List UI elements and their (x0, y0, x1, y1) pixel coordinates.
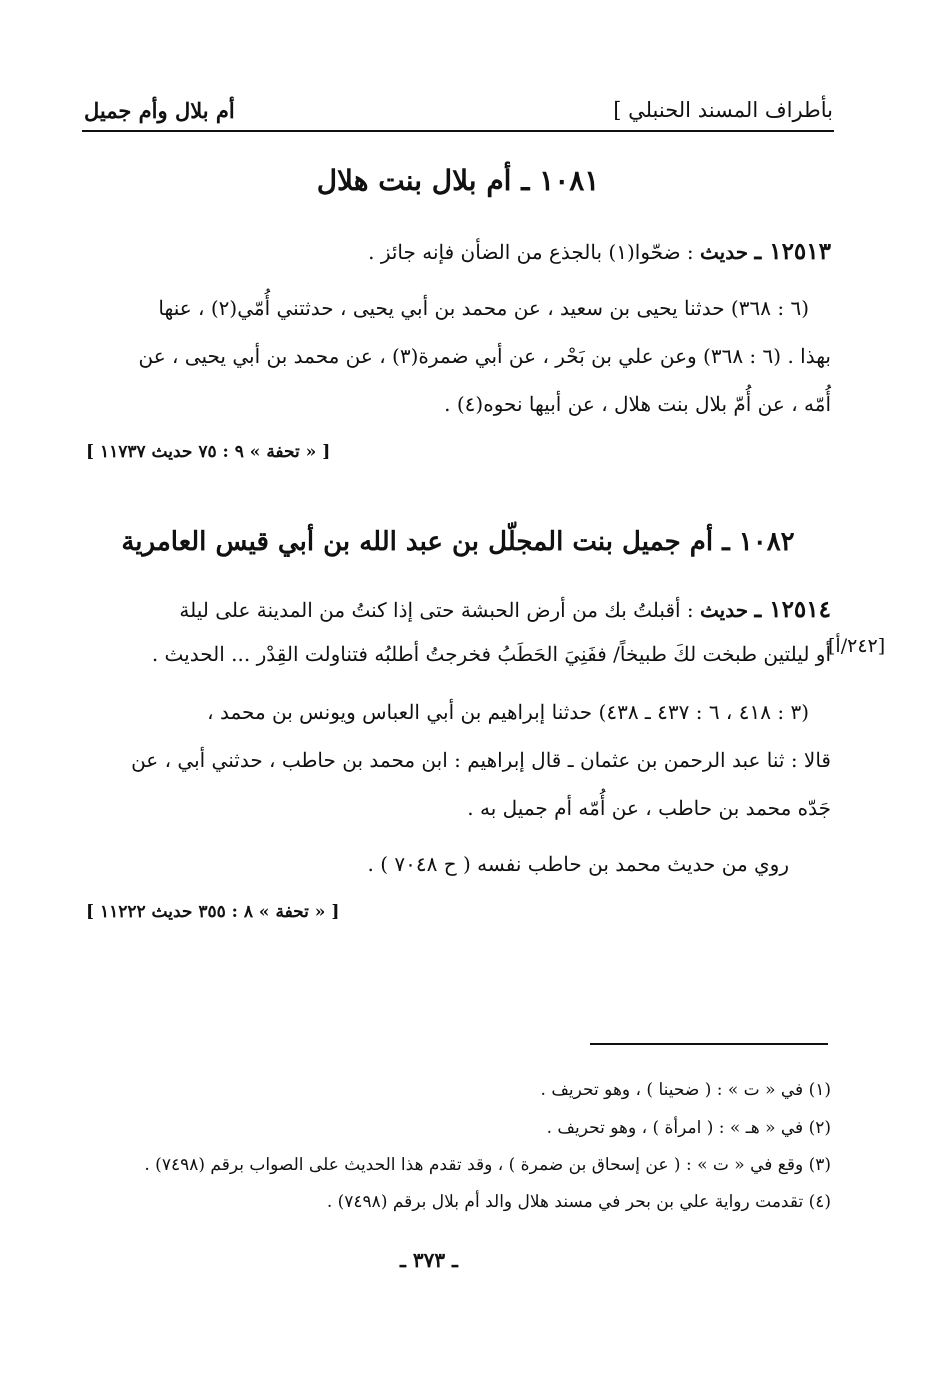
footnote: (٣) وقع في « ت » : ( عن إسحاق بن ضمرة ) ، وقد تقدم هذا الحديث على الصواب برقم (٧٤٩٨) . (144, 1155, 831, 1175)
hadith-line (82, 596, 831, 623)
hadith-label: حديث (700, 598, 749, 622)
footnote: (٢) في « هـ » : ( امرأة ) ، وهو تحريف . (546, 1118, 831, 1138)
footnote-divider (590, 1043, 828, 1045)
manuscript-folio-note: [٢٤٢/أ] (828, 635, 886, 657)
isnad-line: (٣ : ٤١٨ ، ٦ : ٤٣٧ ـ ٤٣٨) حدثنا إبراهيم بن أبي العباس ويونس بن محمد ، (207, 700, 809, 724)
page-number: ـ ٣٧٣ ـ (400, 1248, 458, 1272)
header-section-title: أم بلال وأم جميل (84, 98, 235, 123)
hadith-text: : أقبلتُ بك من أرض الحبشة حتى إذا كنتُ من المدينة على ليلة (179, 598, 694, 622)
hadith-number: ١٢٥١٤ ـ (754, 596, 831, 623)
hadith-label: حديث (700, 240, 749, 264)
header-book-title: بأطراف المسند الحنبلي ] (613, 98, 833, 122)
tuhfa-reference: [ « تحفة » ٨ : ٣٥٥ حديث ١١٢٢٢ ] (86, 902, 340, 922)
hadith-text: : ضحّوا(١) بالجذع من الضأن فإنه جائز . (368, 240, 694, 264)
section-heading-1082: ١٠٨٢ ـ أم جميل بنت المجلّل بن عبد الله بن أبي قيس العامرية (121, 527, 795, 557)
hadith-line (82, 238, 831, 265)
cross-reference-note: روي من حديث محمد بن حاطب نفسه ( ح ٧٠٤٨ ) . (367, 852, 789, 876)
isnad-line: قالا : ثنا عبد الرحمن بن عثمان ـ قال إبراهيم : ابن محمد بن حاطب ، حدثني أبي ، عن (131, 748, 831, 772)
header-divider (82, 130, 834, 132)
isnad-line: أُمّه ، عن أُمّ بلال بنت هلال ، عن أبيها نحوه(٤) . (444, 392, 831, 416)
section-heading-1081: ١٠٨١ ـ أم بلال بنت هلال (316, 164, 600, 197)
isnad-line: (٦ : ٣٦٨) حدثنا يحيى بن سعيد ، عن محمد بن أبي يحيى ، حدثتني أُمّي(٢) ، عنها (158, 296, 809, 320)
footnote: (١) في « ت » : ( ضحينا ) ، وهو تحريف . (540, 1080, 831, 1100)
isnad-line: بهذا . (٦ : ٣٦٨) وعن علي بن بَحْر ، عن أبي ضمرة(٣) ، عن محمد بن أبي يحيى ، عن (138, 344, 831, 368)
tuhfa-reference: [ « تحفة » ٩ : ٧٥ حديث ١١٧٣٧ ] (86, 442, 331, 462)
isnad-line: جَدّه محمد بن حاطب ، عن أُمّه أم جميل به . (467, 796, 831, 820)
footnote: (٤) تقدمت رواية علي بن بحر في مسند هلال والد أم بلال برقم (٧٤٩٨) . (326, 1192, 831, 1212)
hadith-text-continued: أو ليلتين طبخت لكَ طبيخاً/ ففَنِيَ الحَطَبُ فخرجتُ أطلبُه فتناولت القِدْر ... الحديث . (151, 642, 831, 666)
hadith-number: ١٢٥١٣ ـ (754, 238, 831, 265)
